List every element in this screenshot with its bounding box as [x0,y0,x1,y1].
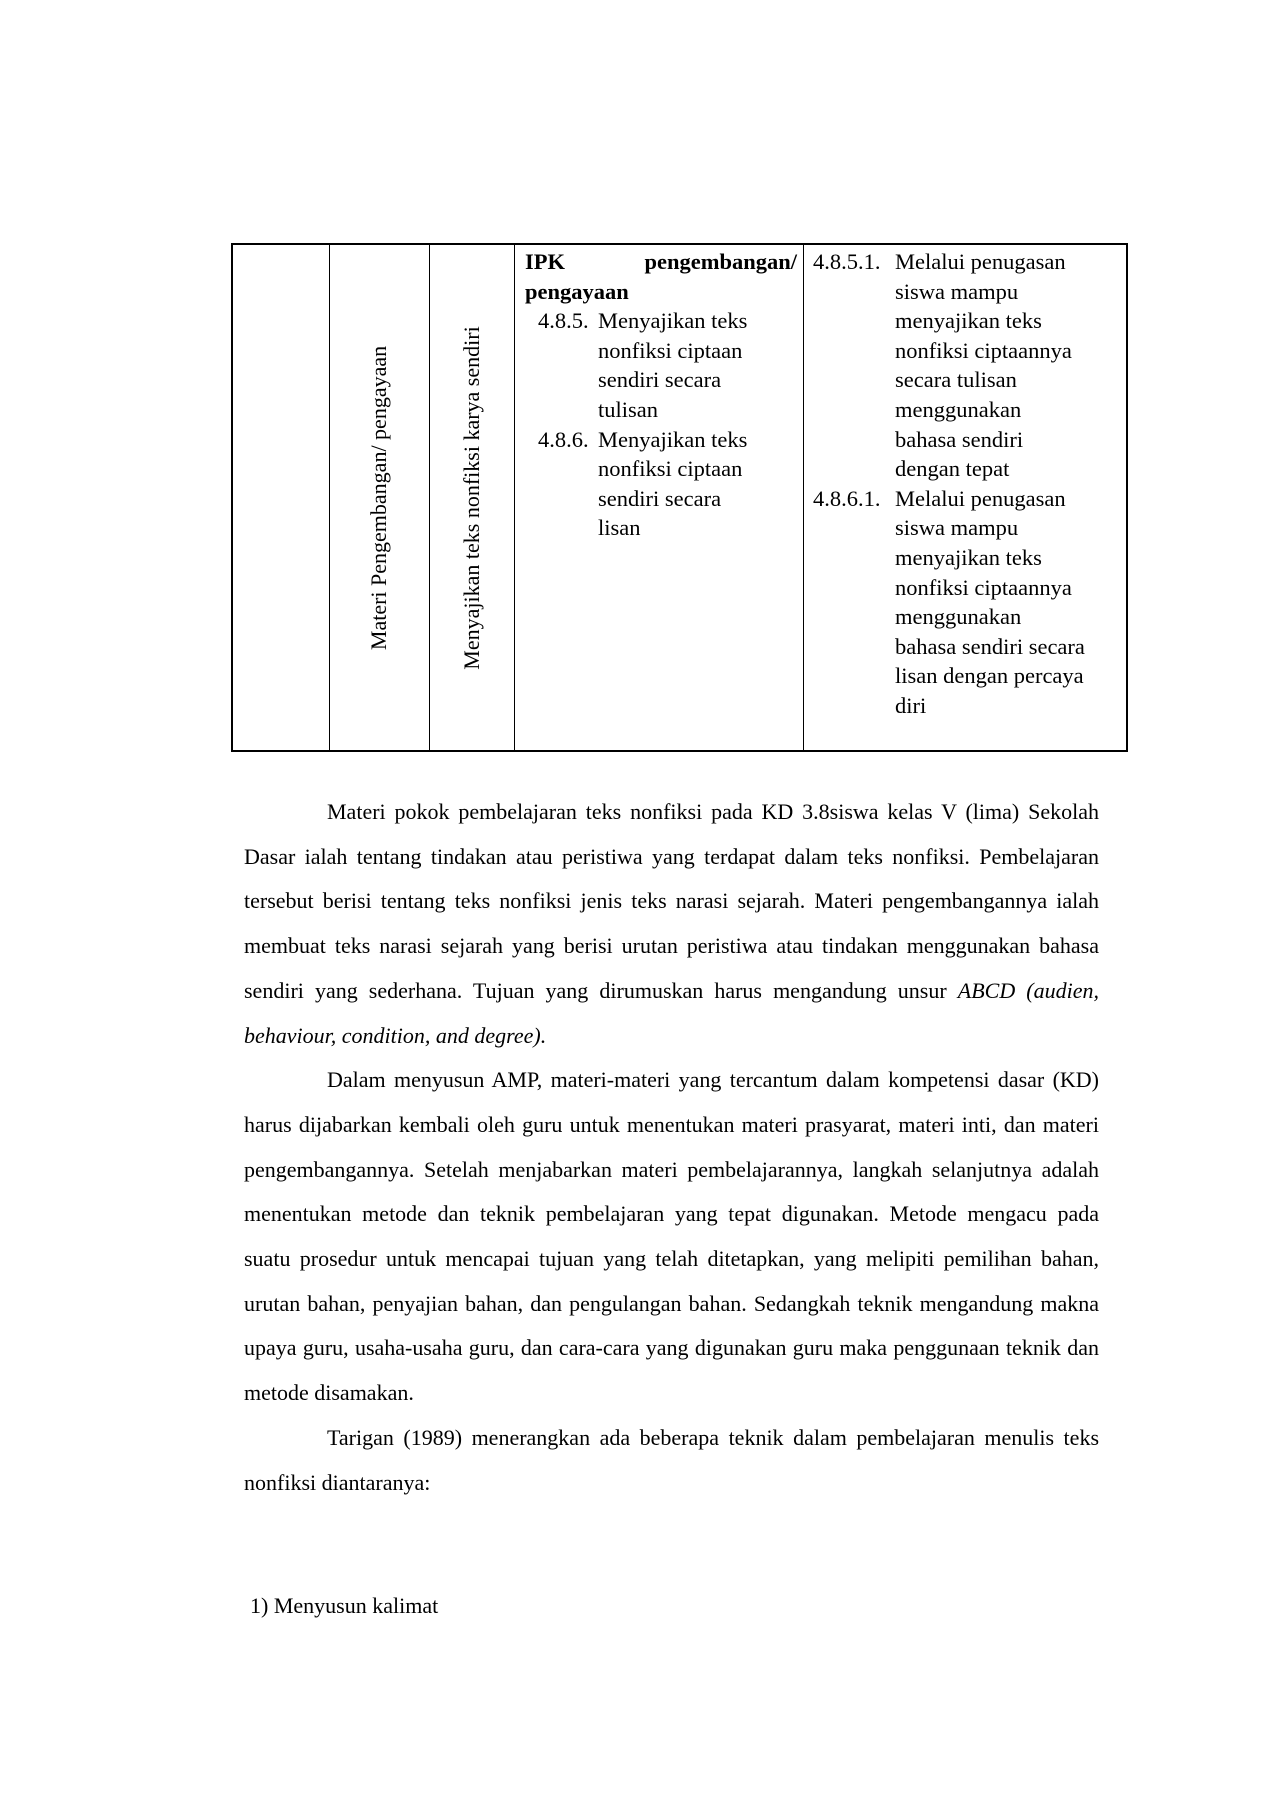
item-line: Melalui penugasan [895,485,1066,511]
ipk-list [525,306,797,543]
item-line: tulisan [598,396,658,422]
item-text [598,425,747,543]
paragraph-3: Tarigan (1989) menerangkan ada beberapa teknik dalam pembelajaran menulis teks nonfiksi diantaranya: [244,1424,1099,1495]
item-number: 4.8.6. [538,426,589,452]
item-number: 4.8.5. [538,308,589,334]
item-line: bahasa sendiri [895,426,1024,452]
item-number: 4.8.5.1. [813,249,881,274]
item-line: siswa mampu [895,278,1019,304]
table-cell-ipk [514,245,804,750]
paragraph-1-text: Materi pokok pembelajaran teks nonfiksi pada KD 3.8siswa kelas V (lima) Sekolah Dasar ialah tentang tindakan atau peristiwa yang terdapat dalam teks nonfiksi. Pembelajaran tersebut berisi tentang teks nonfiksi jenis teks narasi sejarah. Materi pengembangannya ialah membuat teks narasi sejarah yang berisi urutan peristiwa atau tindakan menggunakan bahasa sendiri yang sederhana. Tujuan yang dirumuskan harus mengandung unsur [244,799,1099,1003]
ipk-heading-a: IPK [525,249,566,274]
table-cell-materi [329,245,428,750]
item-line: menggunakan [895,396,1022,422]
list-item [525,425,797,543]
item-line: nonfiksi ciptaan [598,456,743,482]
item-line: nonfiksi ciptaannya [895,337,1072,363]
numbered-list [250,1593,438,1619]
table-cell-tujuan [803,245,1126,750]
paragraph-1 [244,790,1099,1058]
competency-table [231,243,1128,752]
ipk-content [525,247,797,543]
item-number: 4.8.6.1. [813,485,881,511]
item-line: menggunakan [895,604,1022,630]
item-line: sendiri secara [598,485,722,511]
item-line: menyajikan teks [895,544,1042,570]
ipk-heading-b: pengembangan/ [644,249,797,274]
item-line: nonfiksi ciptaannya [895,574,1072,600]
item-line: diri [895,692,927,718]
item-line: Menyajikan teks [598,426,748,452]
list-item [525,306,797,424]
item-line: bahasa sendiri secara [895,633,1085,659]
item-line: sendiri secara [598,367,722,393]
paragraph-2: Dalam menyusun AMP, materi-materi yang tercantum dalam kompetensi dasar (KD) harus dijabarkan kembali oleh guru untuk menentukan materi prasyarat, materi inti, dan materi pengembangannya. Setelah menjabarkan materi pembelajarannya, langkah selanjutnya adalah menentukan metode dan teknik pembelajaran yang tepat digunakan. Metode mengacu pada suatu prosedur untuk mencapai tujuan yang telah ditetapkan, yang melipiti pemilihan bahan, urutan bahan, penyajian bahan, dan pengulangan bahan. Sedangkah teknik mengandung makna upaya guru, usaha-usaha guru, dan cara-cara yang digunakan guru maka penggunaan teknik dan metode disamakan. [244,1067,1099,1406]
item-text [895,247,1072,484]
item-line: Melalui penugasan [895,249,1066,274]
item-text [895,484,1085,721]
item-line: siswa mampu [895,515,1019,541]
tujuan-list [813,247,1128,721]
paragraph-1-italic: ABCD (audien, behaviour, condition, and degree). [244,977,1099,1048]
item-line: lisan dengan percaya [895,663,1084,689]
table-cell-kd [429,245,513,750]
item-line: lisan [598,515,641,541]
ipk-heading [525,247,797,277]
list-item [813,247,1128,484]
item-line: menyajikan teks [895,308,1042,334]
item-line: nonfiksi ciptaan [598,337,743,363]
item-text [598,306,747,424]
ipk-heading-c: pengayaan [525,278,629,304]
item-line: secara tulisan [895,367,1017,393]
kd-vertical-label: Menyajikan teks nonfiksi karya sendiri [458,325,484,670]
list-item [813,484,1128,721]
item-line: dengan tepat [895,456,1010,482]
list-item: 1) Menyusun kalimat [250,1593,439,1618]
body-text [244,790,1099,1505]
item-line: Menyajikan teks [598,308,748,334]
materi-vertical-label: Materi Pengembangan/ pengayaan [366,345,391,650]
